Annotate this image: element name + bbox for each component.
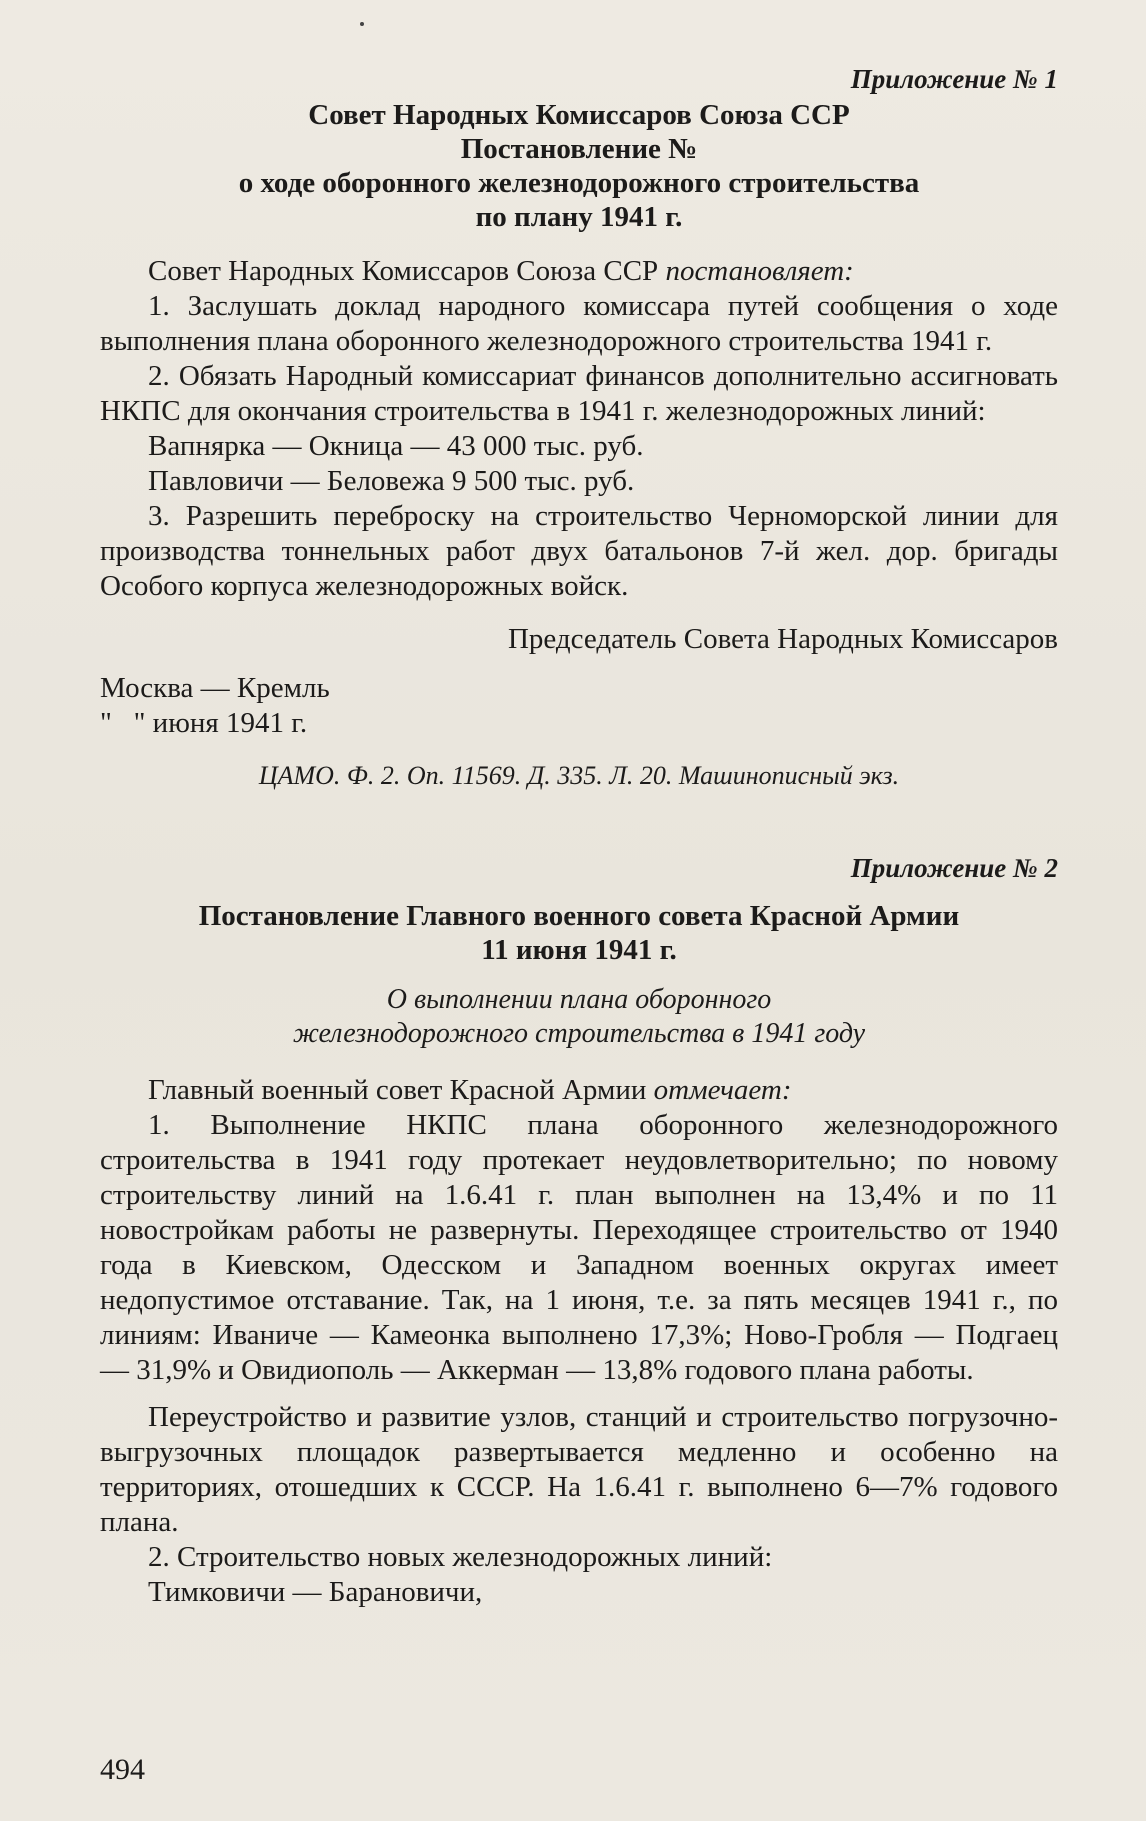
intro-emphasis: отмечает: — [653, 1074, 792, 1106]
title-line: Совет Народных Комиссаров Союза ССР — [308, 99, 850, 131]
page-content — [100, 62, 1058, 1610]
date: " " июня 1941 г. — [100, 707, 308, 739]
page-number: 494 — [100, 1753, 145, 1786]
signer: Председатель Совета Народных Комиссаров — [507, 623, 1058, 655]
title-line: 11 июня 1941 г. — [481, 934, 677, 966]
resolution-item-1: 1. Заслушать доклад народного комиссара путей сообщения о ходе выполнения плана оборонного железнодорожного строительства 1941 г. — [100, 290, 1058, 357]
subtitle-line: железнодорожного строительства в 1941 году — [292, 1018, 866, 1049]
appendix-2-intro — [100, 1073, 1058, 1108]
funding-line-vapnyarka: Вапнярка — Окница — 43 000 тыс. руб. — [148, 430, 644, 462]
paragraph-3: 2. Строительство новых железнодорожных линий: — [148, 1541, 773, 1573]
place: Москва — Кремль — [100, 672, 330, 704]
title-line: Постановление № — [460, 133, 698, 165]
title-line: по плану 1941 г. — [475, 201, 683, 233]
resolution-item-3: 3. Разрешить переброску на строительство Черноморской линии для производства тоннельных работ двух батальонов 7-й жел. дор. бригады Особого корпуса железнодорожных войск. — [100, 500, 1058, 602]
paragraph-4: Тимковичи — Барановичи, — [148, 1576, 483, 1608]
appendix-1-label: Приложение № 1 — [850, 64, 1058, 94]
appendix-1-title — [100, 98, 1058, 234]
appendix-2-title — [100, 899, 1058, 967]
archive-source: ЦАМО. Ф. 2. Оп. 11569. Д. 335. Л. 20. Машинописный экз. — [258, 761, 900, 790]
funding-line-pavlovichi: Павловичи — Беловежа 9 500 тыс. руб. — [148, 465, 635, 497]
title-line: Постановление Главного военного совета Красной Армии — [198, 900, 960, 932]
paragraph-2: Переустройство и развитие узлов, станций и строительство погрузочно-выгрузочных площадок развертывается медленно и особенно на территориях, отошедших к СССР. На 1.6.41 г. выполнено 6—7% годового плана. — [100, 1401, 1058, 1538]
appendix-2-subtitle — [100, 983, 1058, 1051]
appendix-1-intro — [100, 254, 1058, 289]
appendix-2-label: Приложение № 2 — [850, 853, 1058, 883]
intro-text: Совет Народных Комиссаров Союза ССР — [148, 255, 666, 287]
print-speck — [360, 22, 364, 26]
intro-emphasis: постановляет: — [665, 255, 854, 287]
intro-text: Главный военный совет Красной Армии — [148, 1074, 654, 1106]
paragraph-1: 1. Выполнение НКПС плана оборонного железнодорожного строительства в 1941 году протекает неудовлетворительно; по новому строительству линий на 1.6.41 г. план выполнен на 13,4% и по 11 новостройкам работы не развернуты. Переходящее строительство от 1940 года в Киевском, Одесском и Западном военных округах имеет недопустимое отставание. Так, на 1 июня, т.е. за пять месяцев 1941 г., по линиям: Иваниче — Камеонка выполнено 17,3%; Ново-Гробля — Подгаец — 31,9% и Овидиополь — Аккерман — 13,8% годового плана работы. — [100, 1109, 1058, 1386]
title-line: о ходе оборонного железнодорожного строительства — [238, 167, 920, 199]
subtitle-line: О выполнении плана оборонного — [386, 984, 772, 1015]
resolution-item-2: 2. Обязать Народный комиссариат финансов дополнительно ассигновать НКПС для окончания строительства в 1941 г. железнодорожных линий: — [100, 360, 1058, 427]
